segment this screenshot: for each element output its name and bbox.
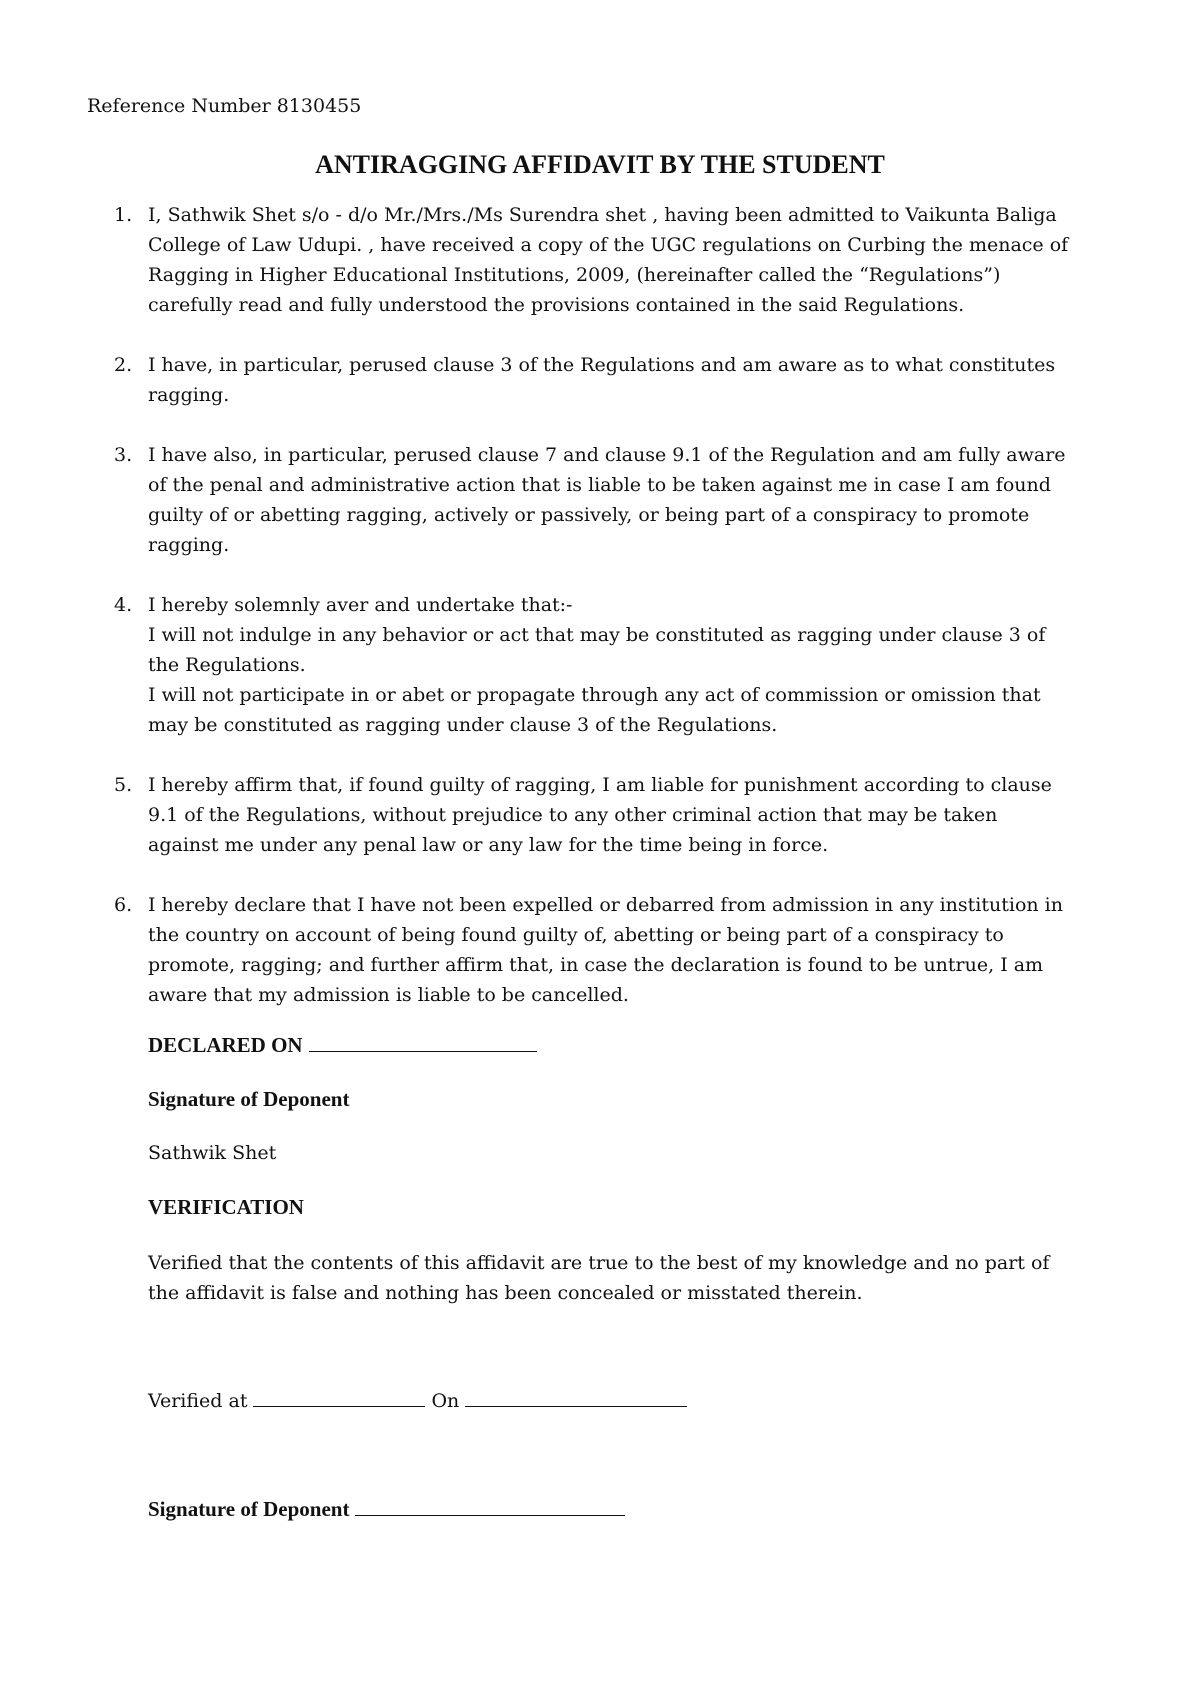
verified-at-blank — [253, 1386, 425, 1407]
signature-heading: Signature of Deponent — [148, 1087, 350, 1111]
item-line: ragging. — [148, 384, 230, 406]
item-line: the Regulations. — [148, 654, 306, 676]
item-line: against me under any penal law or any law for the time being in force. — [148, 834, 829, 856]
verified-at-row — [148, 1386, 687, 1416]
item-number: 3. — [114, 444, 133, 466]
verification-text-line: Verified that the contents of this affidavit are true to the best of my knowledge and no part of — [148, 1252, 1050, 1274]
item-line: I, Sathwik Shet s/o - d/o Mr./Mrs./Ms Surendra shet , having been admitted to Vaikunta Baliga — [148, 204, 1057, 226]
item-line: ragging. — [148, 534, 230, 556]
item-line: 9.1 of the Regulations, without prejudice to any other criminal action that may be taken — [148, 804, 998, 826]
final-signature-row — [148, 1494, 625, 1525]
item-line: I have also, in particular, perused clause 7 and clause 9.1 of the Regulation and am fully aware — [148, 444, 1066, 466]
on-date-blank — [465, 1386, 687, 1407]
item-line: promote, ragging; and further affirm that, in case the declaration is found to be untrue, I am — [148, 954, 1044, 976]
item-line: aware that my admission is liable to be cancelled. — [148, 984, 629, 1006]
item-line: I hereby affirm that, if found guilty of ragging, I am liable for punishment according to clause — [148, 774, 1052, 796]
item-number: 2. — [114, 354, 133, 376]
item-line: College of Law Udupi. , have received a copy of the UGC regulations on Curbing the menace of — [148, 234, 1069, 256]
declared-on-blank — [309, 1031, 537, 1052]
item-number: 5. — [114, 774, 133, 796]
verified-at-label: Verified at — [148, 1390, 248, 1412]
item-line: of the penal and administrative action that is liable to be taken against me in case I am found — [148, 474, 1051, 496]
item-line: I hereby declare that I have not been expelled or debarred from admission in any institution in — [148, 894, 1063, 916]
verification-heading: VERIFICATION — [148, 1195, 304, 1219]
item-line: I hereby solemnly aver and undertake that:- — [148, 594, 573, 616]
final-signature-label: Signature of Deponent — [148, 1497, 350, 1521]
final-signature-blank — [355, 1495, 625, 1516]
reference-number: Reference Number 8130455 — [87, 95, 362, 117]
document-title: ANTIRAGGING AFFIDAVIT BY THE STUDENT — [315, 150, 885, 179]
on-label: On — [431, 1390, 460, 1412]
item-line: I have, in particular, perused clause 3 of the Regulations and am aware as to what constitutes — [148, 354, 1056, 376]
item-line: guilty of or abetting ragging, actively or passively, or being part of a conspiracy to promote — [148, 504, 1030, 526]
item-line: I will not participate in or abet or propagate through any act of commission or omission that — [148, 684, 1041, 706]
item-number: 6. — [114, 894, 133, 916]
deponent-name: Sathwik Shet — [148, 1142, 277, 1164]
declared-on-row — [148, 1030, 537, 1061]
verification-text-line: the affidavit is false and nothing has been concealed or misstated therein. — [148, 1282, 863, 1304]
item-line: carefully read and fully understood the provisions contained in the said Regulations. — [148, 294, 965, 316]
item-line: Ragging in Higher Educational Institutions, 2009, (hereinafter called the “Regulations”) — [148, 264, 1001, 286]
declared-on-label: DECLARED ON — [148, 1033, 303, 1057]
item-number: 1. — [114, 204, 133, 226]
item-line: the country on account of being found guilty of, abetting or being part of a conspiracy to — [148, 924, 1004, 946]
item-number: 4. — [114, 594, 133, 616]
item-line: I will not indulge in any behavior or act that may be constituted as ragging under clause 3 of — [148, 624, 1046, 646]
item-line: may be constituted as ragging under clause 3 of the Regulations. — [148, 714, 778, 736]
